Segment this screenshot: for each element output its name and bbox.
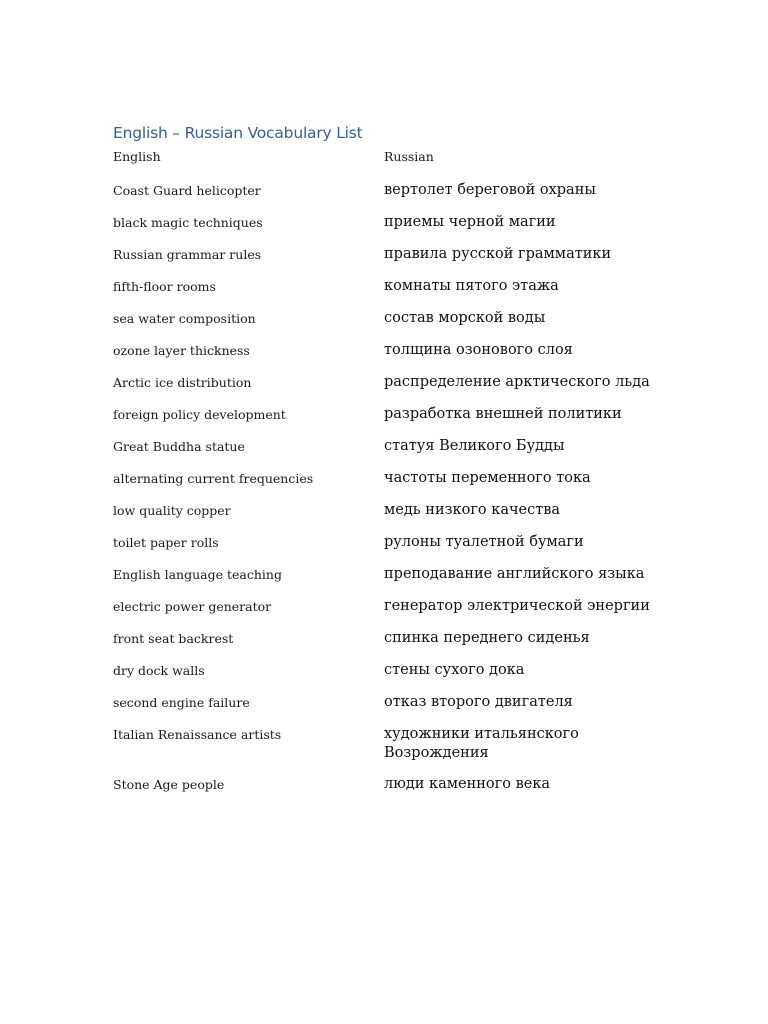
document-title: English – Russian Vocabulary List xyxy=(113,124,363,142)
russian-term: толщина озонового слоя xyxy=(384,342,573,358)
russian-term: комнаты пятого этажа xyxy=(384,278,559,294)
english-term: electric power generator xyxy=(113,599,272,614)
english-term: front seat backrest xyxy=(113,631,234,646)
english-term: dry dock walls xyxy=(113,663,205,678)
english-term: second engine failure xyxy=(113,695,250,710)
table-row xyxy=(113,436,673,457)
english-term: Coast Guard helicopter xyxy=(113,183,261,198)
russian-term: рулоны туалетной бумаги xyxy=(384,534,584,550)
english-term: sea water composition xyxy=(113,311,256,326)
table-row xyxy=(113,468,673,489)
table-row xyxy=(113,692,673,713)
russian-term: вертолет береговой охраны xyxy=(384,182,596,198)
english-term: Great Buddha statue xyxy=(113,439,245,454)
table-row xyxy=(113,372,673,393)
table-row xyxy=(113,660,673,681)
russian-term: состав морской воды xyxy=(384,310,546,326)
table-row xyxy=(113,404,673,425)
table-row xyxy=(113,596,673,617)
table-row xyxy=(113,308,673,329)
russian-term: преподавание английского языка xyxy=(384,566,645,582)
russian-term: частоты переменного тока xyxy=(384,470,591,486)
table-row xyxy=(113,532,673,553)
russian-term: разработка внешней политики xyxy=(384,406,622,422)
table-row xyxy=(113,724,673,763)
russian-term: правила русской грамматики xyxy=(384,246,612,262)
table-row xyxy=(113,628,673,649)
russian-term: приемы черной магии xyxy=(384,214,556,230)
russian-term: люди каменного века xyxy=(384,776,551,792)
table-row xyxy=(113,500,673,521)
table-row xyxy=(113,564,673,585)
russian-term: художники итальянского Возрождения xyxy=(384,726,579,761)
russian-term: генератор электрической энергии xyxy=(384,598,650,614)
english-term: toilet paper rolls xyxy=(113,535,219,550)
english-term: ozone layer thickness xyxy=(113,343,250,358)
russian-term: медь низкого качества xyxy=(384,502,561,518)
english-term: Stone Age people xyxy=(113,777,225,792)
english-term: black magic techniques xyxy=(113,215,263,230)
table-row xyxy=(113,244,673,265)
table-row xyxy=(113,774,673,795)
russian-column-header: Russian xyxy=(384,149,434,164)
english-term: Arctic ice distribution xyxy=(113,375,252,390)
english-column-header: English xyxy=(113,149,161,164)
english-term: English language teaching xyxy=(113,567,282,582)
table-row xyxy=(113,180,673,201)
vocabulary-table xyxy=(113,146,673,806)
russian-term: стены сухого дока xyxy=(384,662,525,678)
table-row xyxy=(113,212,673,233)
table-header-row xyxy=(113,146,673,167)
table-row xyxy=(113,276,673,297)
russian-term: распределение арктического льда xyxy=(384,374,650,390)
russian-term: статуя Великого Будды xyxy=(384,438,565,454)
english-term: Italian Renaissance artists xyxy=(113,727,282,742)
english-term: alternating current frequencies xyxy=(113,471,314,486)
english-term: low quality copper xyxy=(113,503,231,518)
english-term: fifth-floor rooms xyxy=(113,279,216,294)
english-term: Russian grammar rules xyxy=(113,247,262,262)
english-term: foreign policy development xyxy=(113,407,286,422)
russian-term: отказ второго двигателя xyxy=(384,694,573,710)
table-row xyxy=(113,340,673,361)
russian-term: спинка переднего сиденья xyxy=(384,630,590,646)
